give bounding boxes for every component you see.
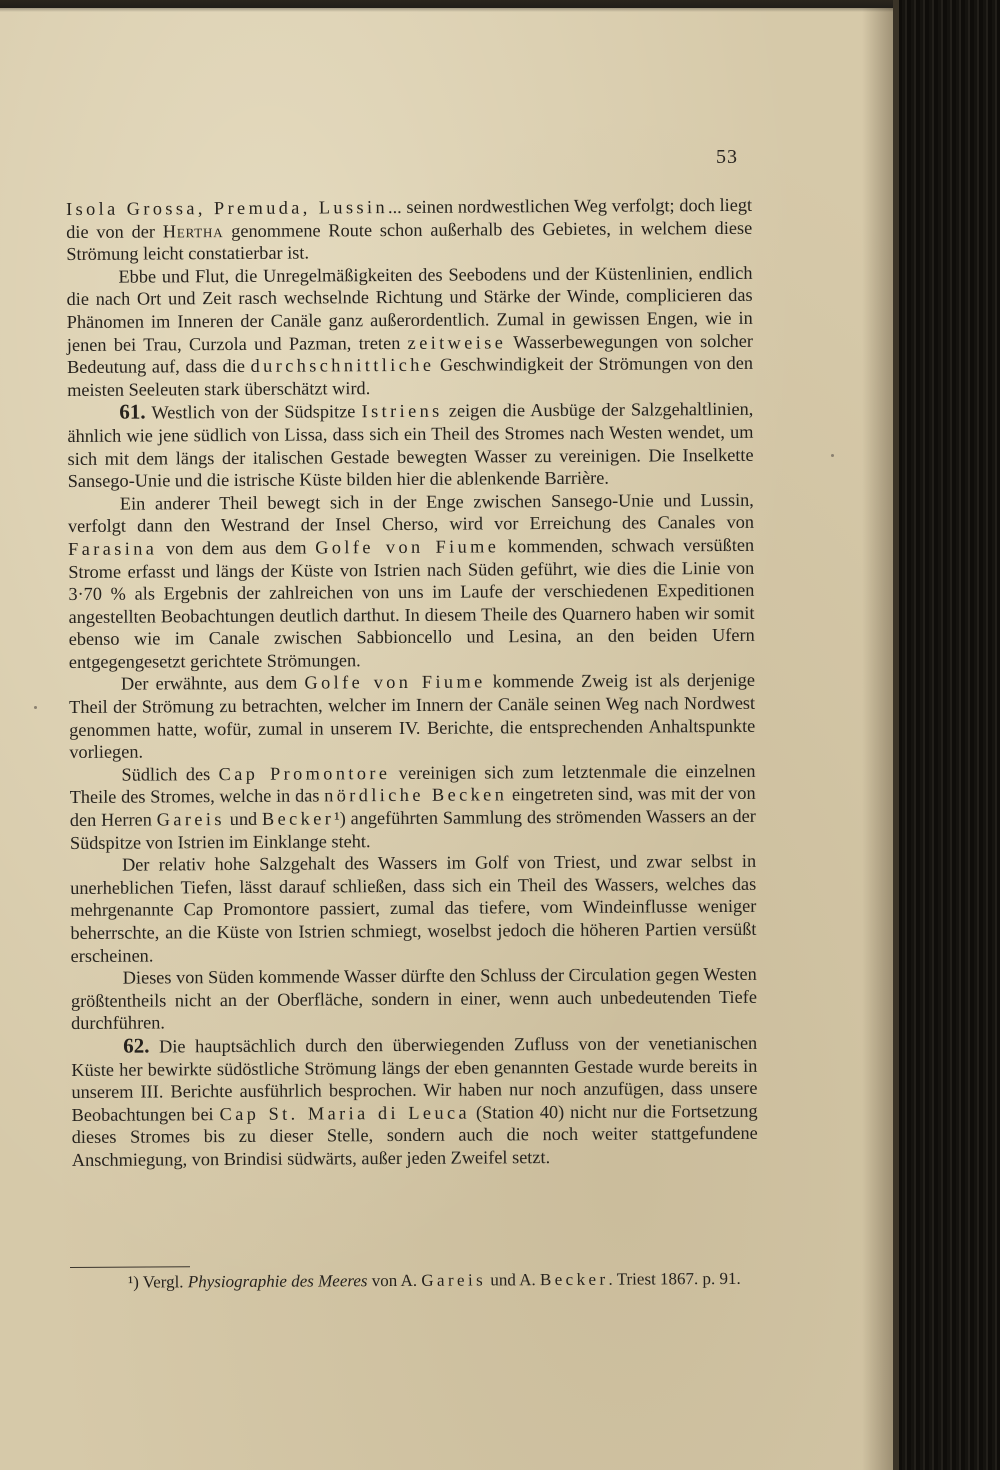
footnote-author-gareis: Gareis bbox=[421, 1270, 487, 1290]
text-run: (Station 40) nicht nur die Fortsetzung dieses Stromes bis zu dieser Stelle, sondern auch die noch weiter stattgefundene Anschmiegung, von Brindisi südwärts, außer jeden Zweifel setzt. bbox=[71, 1100, 758, 1170]
text-run: Isola Grossa, Premuda, Lussin bbox=[66, 197, 389, 219]
paragraph bbox=[68, 489, 755, 674]
text-run: Hertha bbox=[162, 220, 224, 242]
text-run: Der relativ hohe Salzgehalt des Wassers im Golf von Triest, und zwar selbst in unerheblichen Tiefen, lässt darauf schließen, dass sich ein Theil des Wassers, welches das mehrgenannte Cap Promontore passiert, zumal das tiefere, vom Windeinflusse weniger beherrschte, an die Küste von Istrien schmiegt, woselbst jedoch die höheren Partien versüßt erscheinen. bbox=[70, 851, 757, 966]
text-run: Dieses von Süden kommende Wasser dürfte den Schluss der Circulation gegen Westen größtentheils nicht an der Oberfläche, sondern in einer, wenn auch unbedeutenden Tiefe durchführen. bbox=[70, 963, 757, 1034]
text-run: ¹) angeführten Sammlung des strömenden Wassers an der Südspitze von Istrien im Einklange steht. bbox=[69, 805, 756, 853]
paragraph bbox=[66, 194, 752, 266]
body-text bbox=[66, 194, 758, 1172]
paragraph bbox=[69, 669, 756, 764]
text-run: eingetreten sind, was mit der von den Herren bbox=[69, 783, 756, 831]
text-run: durchschnittliche bbox=[250, 354, 435, 377]
section-number: 61. bbox=[119, 399, 146, 425]
text-run: zeitweise bbox=[407, 331, 507, 353]
footnote-title: Physiographie des Meeres bbox=[187, 1271, 368, 1292]
book-binding bbox=[893, 0, 1000, 1470]
text-run: Ebbe und Flut, die Unregelmäßigkeiten des Seebodens und der Küstenlinien, endlich die nach Ort und Zeit rasch wechselnde Richtung und Stärke der Winde, complicieren das Phänomen im Inneren der Canäle ganz außerordentlich. Zumal in gewissen Engen, wie in jenen bei Trau, Curzola und Pazman, treten bbox=[66, 262, 753, 355]
text-run: kommenden, schwach versüßten Strome erfasst und längs der Küste von Istrien nach Süden geführt, wie dies die Linie von 3·70 % als Ergebnis der zahlreichen von uns im Laufe der verschiedenen Expeditionen angestellten Beobachtungen deutlich darthut. In diesem Theile des Quarnero haben wir somit ebenso wie im Canale zwischen Sabbioncello und Lesina, an den beiden Ufern entgegengesetzt gerichtete Strömungen. bbox=[68, 534, 755, 672]
paragraph bbox=[70, 850, 757, 967]
paragraph bbox=[71, 963, 757, 1035]
text-run: Die hauptsächlich durch den überwiegenden Zufluss von der venetianischen Küste her bewirkte südöstliche Strömung längs der eben genannten Gestade wurde bereits in unserem III. Berichte ausführlich besprochen. Wir haben nur noch anzufügen, dass unsere Beobachtungen bei bbox=[71, 1032, 758, 1125]
page-number: 53 bbox=[716, 146, 738, 168]
paragraph bbox=[66, 262, 753, 402]
footnote bbox=[68, 1268, 754, 1293]
text-run: Cap Promontore bbox=[218, 762, 391, 784]
page-top-edge bbox=[0, 0, 893, 12]
text-run: Ein anderer Theil bewegt sich in der Enge zwischen Sansego-Unie und Lussin, verfolgt dann den Westrand der Insel Cherso, wird vor Erreichung des Canales von bbox=[67, 489, 755, 537]
footnote-mark: ¹) Vergl. bbox=[128, 1272, 188, 1292]
paragraph bbox=[67, 397, 754, 493]
text-run: Golfe von Fiume bbox=[315, 536, 500, 558]
binding-edge bbox=[893, 0, 899, 1470]
text-run: Westlich von der Südspitze bbox=[145, 401, 362, 423]
footnote-text-middle: von A. bbox=[367, 1270, 422, 1291]
text-run: Cap St. Maria di Leuca bbox=[219, 1102, 471, 1124]
text-run: nördliche Becken bbox=[324, 784, 508, 806]
footnote-author-becker: Becker bbox=[539, 1269, 609, 1290]
text-run: von dem aus dem bbox=[157, 537, 316, 559]
text-run: ... seinen nordwestlichen Weg verfolgt; doch liegt die von der bbox=[66, 194, 753, 242]
paper-speck bbox=[831, 454, 834, 457]
text-run: Becker bbox=[261, 808, 335, 829]
footnote-text-and: und A. bbox=[486, 1270, 541, 1290]
text-run: Istriens bbox=[361, 401, 443, 422]
text-run: und bbox=[224, 808, 263, 830]
text-run: Der erwähnte, aus dem bbox=[120, 673, 305, 695]
text-run: genommene Route schon außerhalb des Gebietes, in welchem diese Strömung leicht constatierbar ist. bbox=[66, 217, 753, 265]
section-number: 62. bbox=[123, 1033, 150, 1058]
text-run: zeigen die Ausbüge der Salzgehaltlinien, ähnlich wie jene südlich von Lissa, dass sich ein Theil des Stromes nach Westen wendet, um sich mit dem längs der italischen Gestade bewegten Wasser zu vereinigen. Die Inselkette Sansego-Unie und die istrische Küste bilden hier die ablenkende Barrière. bbox=[67, 399, 754, 492]
text-run: Golfe von Fiume bbox=[304, 671, 486, 694]
text-run: Wasserbewegungen von solcher Bedeutung auf, dass die bbox=[66, 330, 753, 378]
paper-speck bbox=[34, 706, 37, 709]
text-run: vereinigen sich zum letztenmale die einzelnen Theile des Stromes, welche in das bbox=[69, 760, 756, 808]
text-run: Südlich des bbox=[121, 763, 219, 785]
gutter-shadow bbox=[862, 8, 893, 1470]
text-run: kommende Zweig ist als derjenige Theil der Strömung zu betrachten, welcher im Innern der Canäle seinen Weg nach Nordwest genommen hatte, wofür, zumal in unserem IV. Berichte, die entsprechenden Anhaltspunkte vorliegen. bbox=[69, 670, 756, 763]
paragraph bbox=[71, 1031, 758, 1172]
paragraph bbox=[69, 760, 756, 855]
text-run: Farasina bbox=[68, 538, 158, 559]
footnote-text-rest: . Triest 1867. p. 91. bbox=[608, 1268, 741, 1289]
text-run: Geschwindigkeit der Strömungen von den meisten Seeleuten stark überschätzt wird. bbox=[67, 352, 754, 400]
text-run: Gareis bbox=[156, 809, 225, 830]
